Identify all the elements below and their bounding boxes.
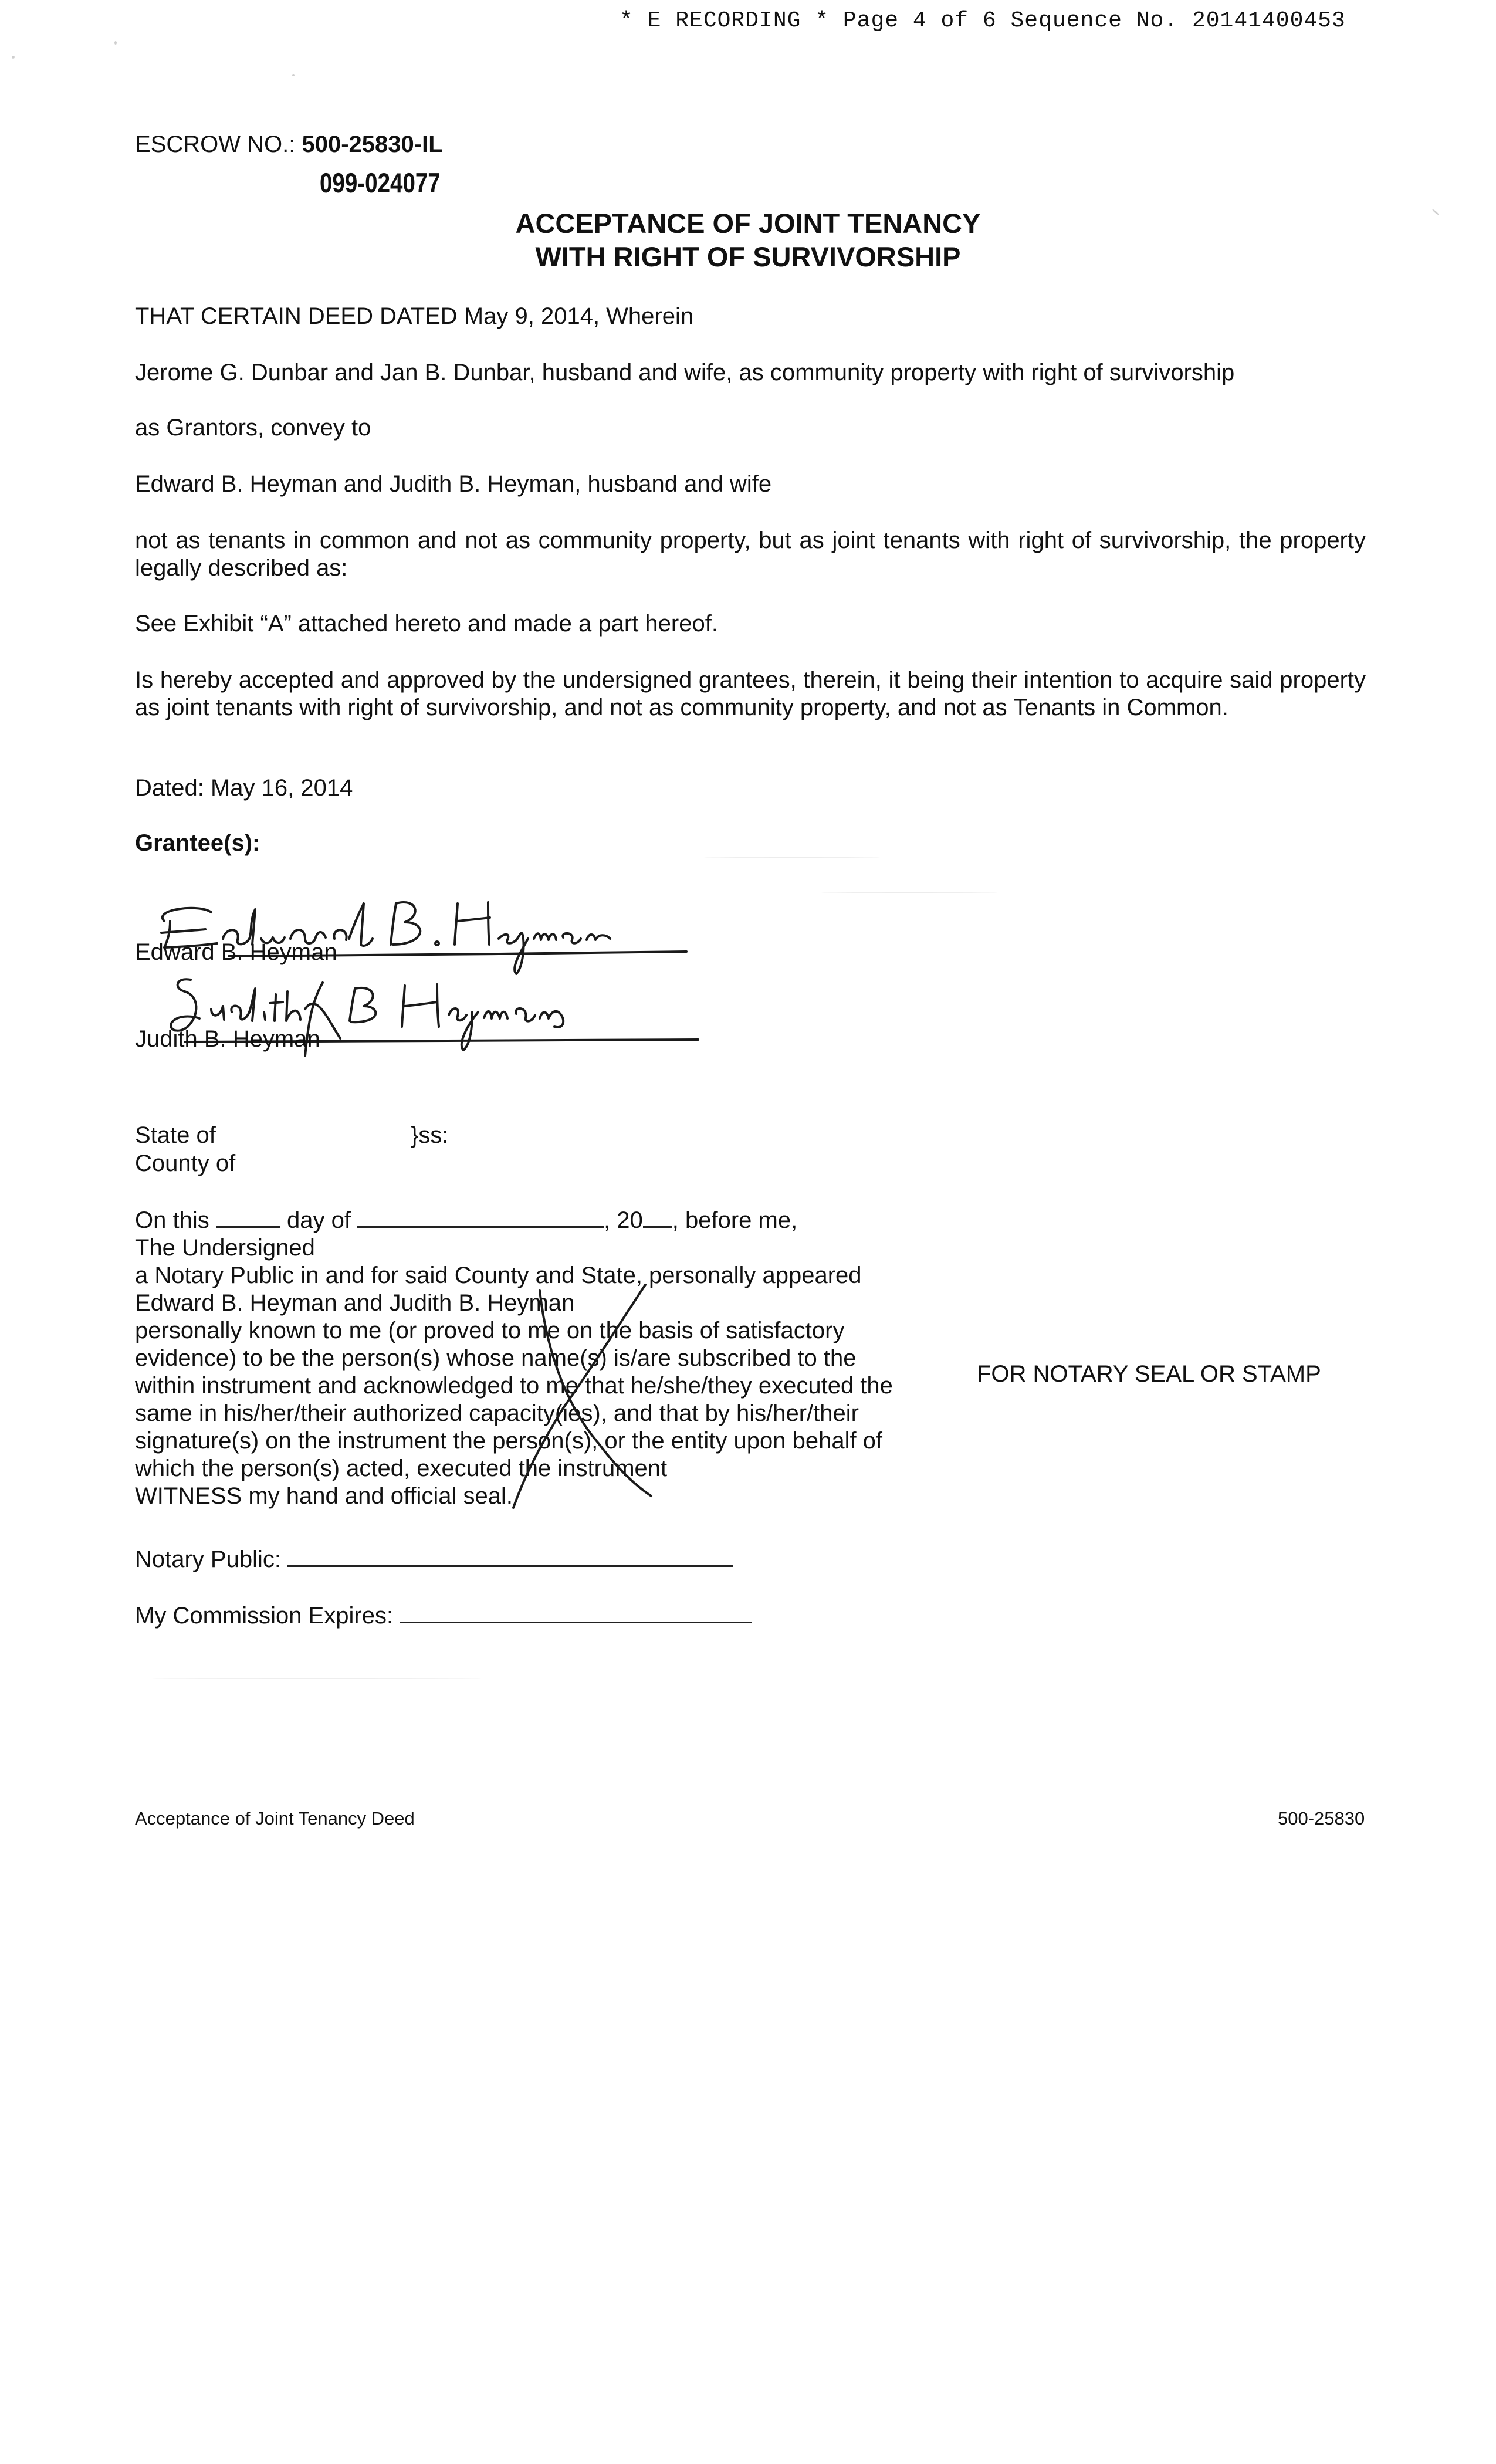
escrow-block — [135, 131, 443, 158]
deed-grantees: Edward B. Heyman and Judith B. Heyman, husband and wife — [135, 471, 772, 497]
deed-dated: Dated: May 16, 2014 — [135, 775, 353, 801]
scan-speck — [821, 892, 997, 893]
day-of-label: day of — [286, 1207, 351, 1233]
deed-exhibit: See Exhibit “A” attached hereto and made a part hereof. — [135, 611, 718, 637]
title-line-2: WITH RIGHT OF SURVIVORSHIP — [535, 241, 961, 272]
cross-mark-drawing — [458, 1273, 669, 1519]
grantee2-name: Judith B. Heyman — [135, 1026, 320, 1052]
notary-line-which: which the person(s) acted, executed the instrument — [135, 1456, 668, 1481]
grantees-heading: Grantee(s): — [135, 830, 260, 856]
escrow-label: ESCROW NO.: — [135, 131, 296, 157]
commission-label: My Commission Expires: — [135, 1603, 394, 1629]
commission-expires-field[interactable] — [400, 1602, 752, 1623]
notary-line-signature: signature(s) on the instrument the person(s), or the entity upon behalf of — [135, 1428, 883, 1454]
before-me-label: , before me, — [672, 1207, 798, 1233]
document-title — [411, 207, 1085, 273]
notary-line-witness: WITNESS my hand and official seal. — [135, 1483, 513, 1509]
deed-grantors: Jerome G. Dunbar and Jan B. Dunbar, husband and wife, as community property with right of survivorship — [135, 360, 1235, 385]
ss-label: }ss: — [411, 1122, 449, 1148]
recording-header: * E RECORDING * Page 4 of 6 Sequence No. 20141400453 — [620, 8, 1346, 33]
scan-speck — [292, 74, 295, 76]
year-prefix: , 20 — [604, 1207, 643, 1233]
signatures-drawing — [129, 886, 704, 1085]
deed-intro: THAT CERTAIN DEED DATED May 9, 2014, Wherein — [135, 303, 694, 329]
notary-line-same: same in his/her/their authorized capacity(ies), and that by his/her/their — [135, 1400, 859, 1426]
notary-public-label: Notary Public: — [135, 1546, 281, 1572]
scan-speck — [153, 1678, 481, 1679]
state-label: State of — [135, 1122, 216, 1148]
scan-speck — [12, 56, 15, 59]
notary-line-within: within instrument and acknowledged to me that he/she/they executed the — [135, 1373, 893, 1399]
escrow-number: 500-25830-IL — [302, 131, 443, 157]
deed-acceptance: Is hereby accepted and approved by the undersigned grantees, therein, it being their intention to acquire said property as joint tenants with right of survivorship, and not as community property, and not as Tenants in Common. — [135, 667, 1366, 720]
county-label: County of — [135, 1150, 236, 1176]
on-this-label: On this — [135, 1207, 209, 1233]
notary-seal-label: FOR NOTARY SEAL OR STAMP — [977, 1361, 1321, 1387]
deed-convey: as Grantors, convey to — [135, 415, 371, 441]
notary-line-known: personally known to me (or proved to me on the basis of satisfactory — [135, 1318, 845, 1343]
day-blank[interactable] — [216, 1206, 280, 1228]
footer-doc-title: Acceptance of Joint Tenancy Deed — [135, 1808, 415, 1829]
notary-line-notary: a Notary Public in and for said County and State, personally appeared — [135, 1263, 862, 1288]
commission-line — [135, 1602, 752, 1630]
deed-tenancy-clause: not as tenants in common and not as community property, but as joint tenants with right of survivorship, the property legally described as: — [135, 527, 1366, 581]
notary-line-names: Edward B. Heyman and Judith B. Heyman — [135, 1290, 575, 1316]
notary-public-line — [135, 1545, 733, 1573]
year-blank[interactable] — [643, 1206, 672, 1228]
month-blank[interactable] — [357, 1206, 604, 1228]
scan-speck — [704, 857, 880, 858]
escrow-secondary-number: 099-024077 — [320, 167, 441, 198]
notary-public-signature-field[interactable] — [287, 1545, 733, 1567]
scan-speck — [1432, 209, 1440, 215]
notary-date-line — [135, 1206, 968, 1234]
footer-doc-number: 500-25830 — [1278, 1808, 1365, 1829]
scan-speck — [114, 41, 117, 45]
notary-undersigned: The Undersigned — [135, 1235, 315, 1261]
notary-line-evidence: evidence) to be the person(s) whose name(s) is/are subscribed to the — [135, 1345, 857, 1371]
title-line-1: ACCEPTANCE OF JOINT TENANCY — [515, 208, 981, 239]
grantee1-name: Edward B. Heyman — [135, 939, 337, 965]
